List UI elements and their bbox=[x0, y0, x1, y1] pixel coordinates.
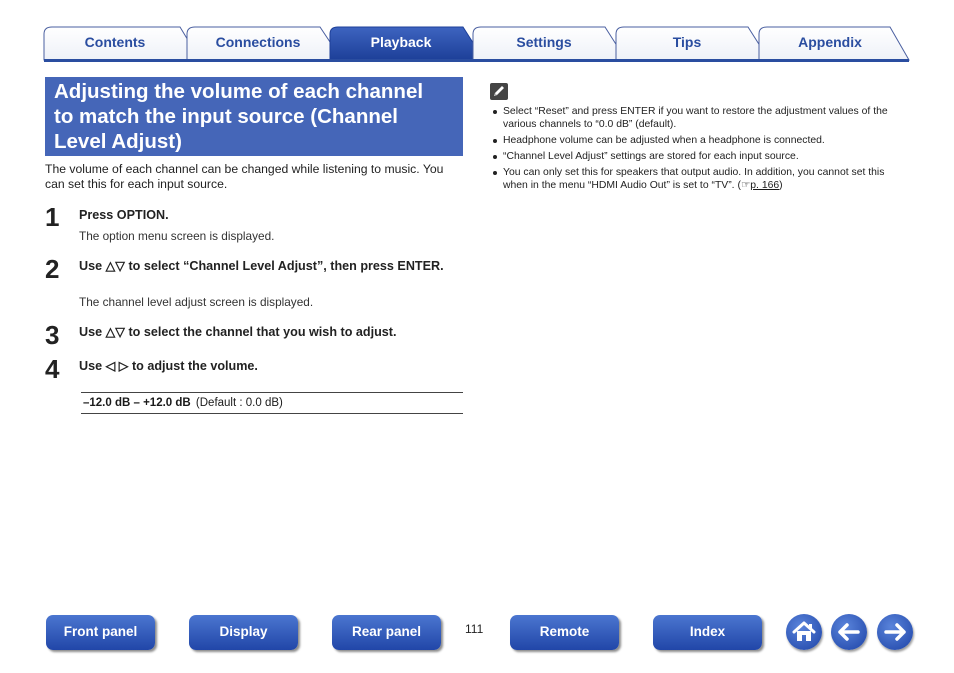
remote-button[interactable]: Remote bbox=[510, 615, 619, 650]
step-2-title: Use △▽ to select “Channel Level Adjust”, then press ENTER. bbox=[79, 259, 444, 273]
note-item: “Channel Level Adjust” settings are stored for each input source. bbox=[490, 150, 900, 163]
section-heading bbox=[45, 77, 463, 156]
note-item-text: You can only set this for speakers that output audio. In addition, you cannot set this when in the menu “HDMI Audio Out” is set to “TV”. bbox=[503, 167, 885, 191]
tab-bar-shapes bbox=[0, 0, 954, 64]
back-button[interactable] bbox=[831, 614, 867, 650]
tab-settings[interactable]: Settings bbox=[516, 34, 572, 50]
notes-list bbox=[490, 105, 900, 195]
step-3-title: Use △▽ to select the channel that you wish to adjust. bbox=[79, 325, 397, 339]
page-ref-link[interactable]: p. 166 bbox=[750, 180, 780, 191]
note-ref-prefix: ( bbox=[734, 180, 741, 191]
note-item: Headphone volume can be adjusted when a headphone is connected. bbox=[490, 134, 900, 147]
tab-connections[interactable]: Connections bbox=[215, 34, 301, 50]
tab-bar bbox=[0, 0, 954, 64]
back-arrow-icon bbox=[831, 614, 867, 650]
front-panel-button[interactable]: Front panel bbox=[46, 615, 155, 650]
rear-panel-button[interactable]: Rear panel bbox=[332, 615, 441, 650]
hand-pointer-icon: ☞ bbox=[740, 180, 751, 191]
forward-arrow-icon bbox=[877, 614, 913, 650]
volume-range-default: (Default : 0.0 dB) bbox=[192, 397, 283, 409]
page-number: 111 bbox=[465, 622, 484, 636]
page-title-line-2: to match the input source (Channel bbox=[54, 105, 398, 128]
tab-contents[interactable]: Contents bbox=[84, 34, 146, 50]
page-title-line-1: Adjusting the volume of each channel bbox=[54, 80, 424, 103]
home-button[interactable] bbox=[786, 614, 822, 650]
step-3-number: 3 bbox=[45, 320, 60, 350]
page-title bbox=[45, 77, 463, 154]
display-button[interactable]: Display bbox=[189, 615, 298, 650]
step-1-title: Press OPTION. bbox=[79, 208, 169, 222]
tab-playback[interactable]: Playback bbox=[370, 34, 432, 50]
volume-range-value: –12.0 dB – +12.0 dB bbox=[83, 397, 191, 409]
step-1-number: 1 bbox=[45, 202, 60, 232]
volume-range bbox=[81, 397, 283, 409]
tab-appendix[interactable]: Appendix bbox=[798, 34, 862, 50]
tab-tips[interactable]: Tips bbox=[672, 34, 702, 50]
forward-button[interactable] bbox=[877, 614, 913, 650]
step-4-title: Use ◁ ▷ to adjust the volume. bbox=[79, 359, 258, 373]
note-ref-suffix: ) bbox=[779, 180, 783, 191]
note-item: Select “Reset” and press ENTER if you want to restore the adjustment values of the various channels to “0.0 dB” (default). bbox=[490, 105, 900, 131]
step-2-number: 2 bbox=[45, 254, 60, 284]
note-item-with-ref bbox=[490, 166, 900, 192]
volume-range-box bbox=[81, 392, 463, 414]
intro-text: The volume of each channel can be changed while listening to music. You can set this for each input source. bbox=[45, 162, 444, 191]
pencil-note-icon bbox=[490, 83, 508, 100]
home-icon bbox=[786, 614, 822, 650]
step-1-desc: The option menu screen is displayed. bbox=[79, 229, 275, 243]
index-button[interactable]: Index bbox=[653, 615, 762, 650]
tab-baseline bbox=[44, 59, 909, 62]
step-2-desc: The channel level adjust screen is displayed. bbox=[79, 295, 314, 309]
page-title-line-3: Level Adjust) bbox=[54, 130, 182, 153]
step-4-number: 4 bbox=[45, 354, 60, 384]
